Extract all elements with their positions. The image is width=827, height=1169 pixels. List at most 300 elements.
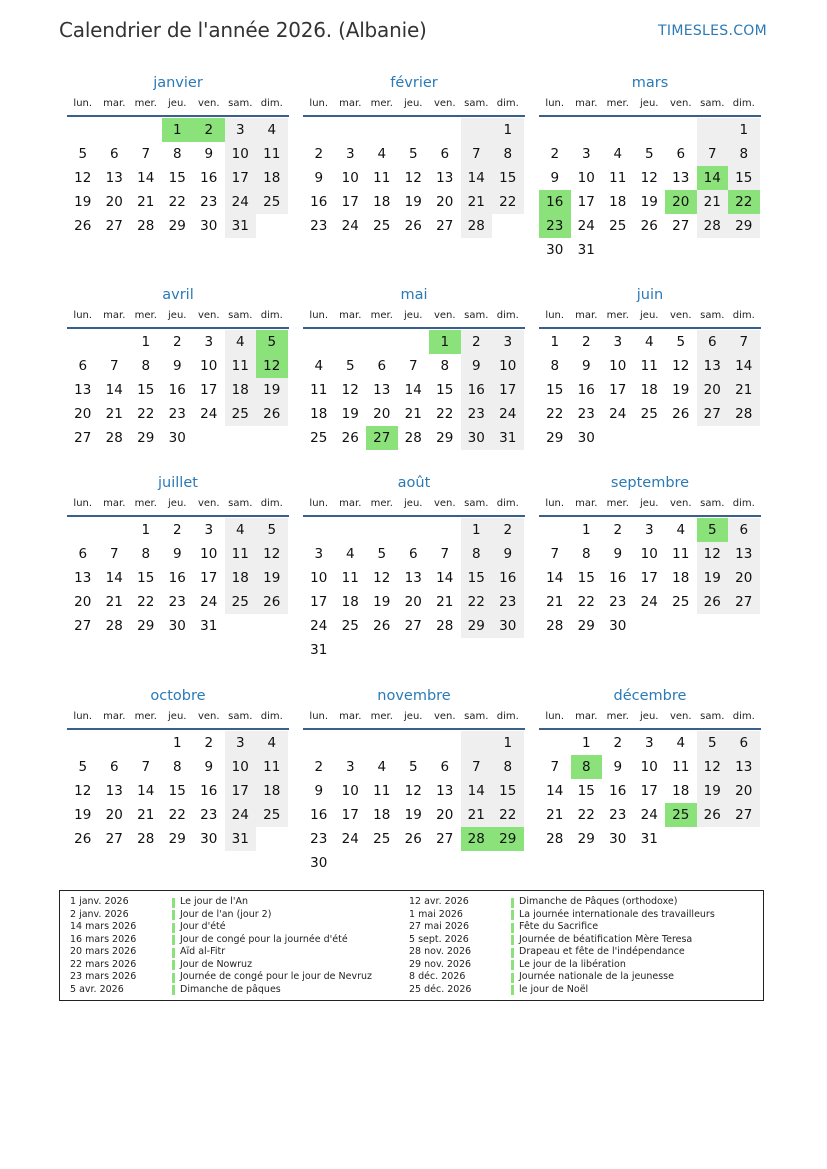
empty-day-cell [99, 518, 131, 542]
day-cell: 1 [141, 334, 151, 350]
day-cell: 19 [672, 382, 690, 398]
day-cell: 2 [550, 146, 560, 162]
day-cell: 2 [314, 759, 324, 775]
day-grid [67, 330, 289, 450]
day-cell: 24 [200, 594, 218, 610]
month-title: décembre [613, 688, 687, 704]
weekday-label: sam. [228, 498, 253, 509]
day-cell: 12 [373, 570, 391, 586]
day-cell: 28 [546, 618, 564, 634]
day-cell: 17 [341, 807, 359, 823]
weekday-header [539, 306, 761, 326]
day-cell: 30 [492, 614, 524, 638]
day-cell: 6 [440, 146, 450, 162]
weekday-label: lun. [73, 498, 93, 509]
empty-day-cell [697, 118, 729, 142]
day-cell: 14 [546, 570, 564, 586]
day-cell: 16 [577, 382, 595, 398]
day-cell: 30 [609, 618, 627, 634]
empty-day-cell [335, 518, 367, 542]
legend-holiday-name: Journée de béatification Mère Teresa [519, 933, 693, 945]
empty-day-cell [602, 118, 634, 142]
empty-day-cell [335, 731, 367, 755]
legend-row [399, 921, 715, 934]
day-cell: 18 [225, 566, 257, 590]
day-cell: 3 [204, 334, 214, 350]
day-cell: 7 [109, 546, 119, 562]
day-cell: 12 [256, 542, 288, 566]
weekday-header [539, 94, 761, 114]
day-cell: 7 [461, 755, 493, 779]
day-cell: 21 [137, 807, 155, 823]
weekday-label: lun. [73, 98, 93, 109]
day-cell: 19 [404, 194, 422, 210]
day-cell: 12 [404, 783, 422, 799]
weekday-label: mar. [575, 98, 598, 109]
day-cell: 18 [341, 594, 359, 610]
day-cell: 1 [461, 518, 493, 542]
day-cell: 16 [200, 170, 218, 186]
legend-holiday-name: Le jour de l'An [180, 896, 249, 907]
day-grid [539, 330, 761, 450]
legend-holiday-name: Dimanche de pâques [180, 983, 281, 995]
day-cell: 18 [373, 194, 391, 210]
weekday-label: sam. [464, 711, 489, 722]
day-cell: 21 [461, 803, 493, 827]
day-cell: 7 [550, 759, 560, 775]
weekday-divider [539, 515, 761, 517]
weekday-label: mar. [339, 711, 362, 722]
day-cell: 5 [78, 759, 88, 775]
day-cell: 31 [310, 642, 328, 658]
month-title: octobre [150, 688, 206, 704]
day-cell: 11 [609, 170, 627, 186]
day-cell: 3 [644, 522, 654, 538]
day-cell: 27 [672, 218, 690, 234]
empty-day-cell [461, 118, 493, 142]
empty-day-cell [634, 118, 666, 142]
holiday-day-cell: 5 [697, 518, 729, 542]
day-cell: 17 [341, 194, 359, 210]
weekday-label: ven. [197, 711, 220, 722]
weekday-label: sam. [228, 310, 253, 321]
day-cell: 19 [373, 594, 391, 610]
day-cell: 30 [310, 855, 328, 871]
day-cell: 31 [492, 426, 524, 450]
day-cell: 25 [341, 618, 359, 634]
day-cell: 4 [225, 330, 257, 354]
weekday-label: ven. [433, 711, 456, 722]
day-cell: 4 [377, 146, 387, 162]
empty-day-cell [303, 518, 335, 542]
weekday-label: dim. [260, 98, 283, 109]
day-cell: 3 [644, 735, 654, 751]
day-cell: 14 [436, 570, 454, 586]
day-cell: 17 [609, 382, 627, 398]
day-cell: 13 [436, 783, 454, 799]
day-cell: 25 [672, 594, 690, 610]
weekday-label: ven. [669, 711, 692, 722]
day-cell: 29 [546, 430, 564, 446]
weekday-label: dim. [496, 498, 519, 509]
day-cell: 26 [373, 618, 391, 634]
weekday-label: mer. [370, 711, 393, 722]
day-cell: 4 [676, 735, 686, 751]
day-cell: 6 [377, 358, 387, 374]
day-cell: 21 [105, 406, 123, 422]
day-cell: 23 [609, 807, 627, 823]
day-cell: 21 [546, 594, 564, 610]
day-cell: 6 [109, 146, 119, 162]
weekday-label: mer. [370, 498, 393, 509]
day-cell: 26 [697, 590, 729, 614]
holiday-day-cell: 27 [366, 426, 398, 450]
day-cell: 13 [697, 354, 729, 378]
day-cell: 21 [728, 378, 760, 402]
day-cell: 9 [550, 170, 560, 186]
day-cell: 14 [728, 354, 760, 378]
weekday-divider [539, 115, 761, 117]
day-cell: 30 [168, 430, 186, 446]
legend-row [60, 946, 372, 959]
day-grid [303, 330, 525, 450]
day-cell: 20 [728, 779, 760, 803]
day-cell: 27 [436, 218, 454, 234]
weekday-label: dim. [732, 498, 755, 509]
legend-color-marker [172, 923, 175, 933]
day-cell: 23 [577, 406, 595, 422]
day-cell: 9 [613, 546, 623, 562]
day-cell: 24 [640, 594, 658, 610]
day-cell: 30 [546, 242, 564, 258]
day-cell: 30 [200, 831, 218, 847]
day-cell: 22 [492, 803, 524, 827]
day-cell: 5 [377, 546, 387, 562]
month-title: juillet [158, 475, 198, 491]
legend-date: 29 nov. 2026 [409, 958, 472, 970]
day-cell: 26 [256, 402, 288, 426]
day-cell: 21 [546, 807, 564, 823]
legend-date: 23 mars 2026 [70, 971, 137, 982]
day-cell: 26 [256, 590, 288, 614]
day-cell: 20 [697, 378, 729, 402]
day-cell: 23 [200, 807, 218, 823]
day-cell: 9 [204, 146, 214, 162]
day-cell: 11 [256, 142, 288, 166]
day-cell: 30 [200, 218, 218, 234]
holiday-day-cell: 1 [429, 330, 461, 354]
empty-day-cell [398, 118, 430, 142]
day-cell: 29 [436, 430, 454, 446]
weekday-label: jeu. [640, 98, 659, 109]
empty-day-cell [366, 518, 398, 542]
day-grid [539, 118, 761, 262]
day-cell: 10 [640, 759, 658, 775]
day-cell: 20 [74, 406, 92, 422]
day-cell: 25 [373, 831, 391, 847]
day-cell: 17 [492, 378, 524, 402]
day-cell: 4 [644, 334, 654, 350]
weekday-label: jeu. [168, 711, 187, 722]
day-cell: 13 [404, 570, 422, 586]
weekday-divider [67, 115, 289, 117]
legend-holiday-name: La journée internationale des travailleurs [519, 908, 715, 920]
day-cell: 9 [581, 358, 591, 374]
empty-day-cell [665, 118, 697, 142]
legend-row [399, 959, 715, 972]
day-cell: 1 [581, 735, 591, 751]
month-block [303, 472, 525, 662]
day-cell: 15 [577, 570, 595, 586]
weekday-header [303, 94, 525, 114]
day-cell: 21 [404, 406, 422, 422]
day-cell: 16 [492, 566, 524, 590]
day-cell: 2 [613, 735, 623, 751]
day-cell: 19 [74, 807, 92, 823]
legend-color-marker [511, 948, 514, 958]
day-cell: 5 [408, 146, 418, 162]
day-cell: 17 [200, 570, 218, 586]
day-cell: 15 [546, 382, 564, 398]
day-cell: 15 [137, 382, 155, 398]
day-cell: 28 [105, 430, 123, 446]
day-cell: 31 [577, 242, 595, 258]
holiday-day-cell: 25 [665, 803, 697, 827]
weekday-label: mar. [575, 498, 598, 509]
weekday-header [67, 306, 289, 326]
weekday-label: sam. [464, 98, 489, 109]
legend-holiday-name: Journée nationale de la jeunesse [519, 971, 674, 982]
day-cell: 5 [345, 358, 355, 374]
day-cell: 3 [204, 522, 214, 538]
day-cell: 15 [492, 779, 524, 803]
day-cell: 12 [640, 170, 658, 186]
weekday-label: lun. [309, 711, 329, 722]
weekday-label: jeu. [168, 310, 187, 321]
day-cell: 28 [137, 218, 155, 234]
day-cell: 8 [440, 358, 450, 374]
day-cell: 21 [436, 594, 454, 610]
empty-day-cell [335, 118, 367, 142]
day-cell: 1 [172, 735, 182, 751]
weekday-header [67, 94, 289, 114]
legend-color-marker [511, 910, 514, 920]
legend-row [399, 909, 715, 922]
day-cell: 16 [168, 570, 186, 586]
empty-day-cell [67, 731, 99, 755]
day-cell: 18 [672, 783, 690, 799]
day-cell: 3 [581, 146, 591, 162]
day-cell: 23 [609, 594, 627, 610]
day-cell: 29 [137, 430, 155, 446]
day-cell: 18 [310, 406, 328, 422]
empty-day-cell [303, 330, 335, 354]
day-cell: 26 [341, 430, 359, 446]
day-cell: 2 [314, 146, 324, 162]
day-cell: 5 [256, 518, 288, 542]
weekday-label: ven. [197, 498, 220, 509]
day-cell: 5 [408, 759, 418, 775]
day-cell: 6 [728, 731, 760, 755]
weekday-header [67, 707, 289, 727]
month-block [539, 72, 761, 262]
day-cell: 21 [105, 594, 123, 610]
weekday-label: jeu. [404, 711, 423, 722]
day-cell: 28 [728, 402, 760, 426]
weekday-label: dim. [496, 711, 519, 722]
day-cell: 26 [697, 803, 729, 827]
page-title: Calendrier de l'année 2026. (Albanie) [59, 18, 427, 42]
day-cell: 21 [137, 194, 155, 210]
day-cell: 25 [310, 430, 328, 446]
day-cell: 28 [461, 214, 493, 238]
day-cell: 27 [728, 803, 760, 827]
day-cell: 3 [225, 731, 257, 755]
day-cell: 15 [436, 382, 454, 398]
month-title: juin [636, 287, 664, 303]
month-title: février [390, 75, 438, 91]
day-cell: 20 [373, 406, 391, 422]
holiday-day-cell: 1 [162, 118, 194, 142]
day-cell: 15 [168, 170, 186, 186]
day-grid [67, 731, 289, 851]
weekday-label: mer. [134, 711, 157, 722]
weekday-divider [539, 327, 761, 329]
day-cell: 30 [609, 831, 627, 847]
weekday-label: mar. [575, 711, 598, 722]
empty-day-cell [130, 118, 162, 142]
day-cell: 1 [728, 118, 760, 142]
month-title: novembre [377, 688, 451, 704]
weekday-label: lun. [309, 498, 329, 509]
day-cell: 25 [373, 218, 391, 234]
holiday-day-cell: 23 [539, 214, 571, 238]
empty-day-cell [539, 118, 571, 142]
weekday-divider [303, 728, 525, 730]
day-cell: 13 [105, 170, 123, 186]
day-cell: 23 [492, 590, 524, 614]
weekday-label: lun. [545, 498, 565, 509]
day-cell: 29 [728, 214, 760, 238]
day-cell: 10 [200, 546, 218, 562]
day-cell: 24 [200, 406, 218, 422]
month-block [303, 72, 525, 238]
day-cell: 26 [404, 218, 422, 234]
empty-day-cell [303, 118, 335, 142]
day-cell: 18 [256, 779, 288, 803]
day-cell: 2 [581, 334, 591, 350]
empty-day-cell [335, 330, 367, 354]
day-cell: 20 [105, 807, 123, 823]
day-cell: 9 [172, 358, 182, 374]
day-cell: 11 [341, 570, 359, 586]
day-cell: 5 [644, 146, 654, 162]
day-cell: 28 [105, 618, 123, 634]
weekday-label: ven. [433, 498, 456, 509]
day-cell: 25 [256, 190, 288, 214]
weekday-label: mer. [606, 711, 629, 722]
month-block [539, 472, 761, 638]
weekday-label: dim. [260, 498, 283, 509]
day-cell: 26 [74, 218, 92, 234]
day-cell: 4 [377, 759, 387, 775]
weekday-label: sam. [700, 310, 725, 321]
month-title: août [397, 475, 431, 491]
holiday-day-cell: 8 [571, 755, 603, 779]
day-cell: 22 [168, 807, 186, 823]
day-cell: 10 [609, 358, 627, 374]
day-cell: 19 [697, 566, 729, 590]
day-cell: 29 [461, 614, 493, 638]
weekday-label: dim. [260, 711, 283, 722]
legend-row [399, 934, 715, 947]
month-block [539, 685, 761, 851]
day-cell: 20 [436, 807, 454, 823]
day-cell: 11 [373, 170, 391, 186]
weekday-label: ven. [669, 98, 692, 109]
day-cell: 24 [225, 190, 257, 214]
legend-date: 8 déc. 2026 [409, 971, 466, 982]
holiday-day-cell: 20 [665, 190, 697, 214]
day-cell: 18 [373, 807, 391, 823]
day-cell: 14 [105, 570, 123, 586]
day-cell: 16 [310, 194, 328, 210]
weekday-label: mar. [575, 310, 598, 321]
day-cell: 22 [137, 594, 155, 610]
day-cell: 10 [577, 170, 595, 186]
day-cell: 24 [577, 218, 595, 234]
day-cell: 19 [404, 807, 422, 823]
day-cell: 12 [74, 170, 92, 186]
weekday-label: mar. [103, 711, 126, 722]
day-cell: 11 [225, 542, 257, 566]
day-cell: 4 [256, 731, 288, 755]
day-cell: 1 [492, 731, 524, 755]
day-grid [539, 518, 761, 638]
day-cell: 3 [314, 546, 324, 562]
day-cell: 22 [137, 406, 155, 422]
month-title: mai [400, 287, 428, 303]
day-cell: 30 [461, 426, 493, 450]
day-cell: 17 [200, 382, 218, 398]
legend-row [60, 896, 372, 909]
day-cell: 20 [728, 566, 760, 590]
day-cell: 5 [676, 334, 686, 350]
day-cell: 23 [310, 831, 328, 847]
day-cell: 1 [550, 334, 560, 350]
day-cell: 5 [78, 146, 88, 162]
day-cell: 24 [225, 803, 257, 827]
day-cell: 22 [546, 406, 564, 422]
day-cell: 6 [676, 146, 686, 162]
day-cell: 18 [640, 382, 658, 398]
day-cell: 2 [172, 334, 182, 350]
day-cell: 24 [341, 831, 359, 847]
day-cell: 3 [225, 118, 257, 142]
legend-holiday-name: Journée de congé pour le jour de Nevruz [180, 971, 373, 982]
weekday-label: dim. [732, 310, 755, 321]
brand-link[interactable]: TIMESLES.COM [658, 23, 767, 39]
weekday-header [303, 494, 525, 514]
day-cell: 8 [141, 358, 151, 374]
weekday-label: dim. [260, 310, 283, 321]
day-cell: 10 [225, 755, 257, 779]
day-cell: 24 [609, 406, 627, 422]
legend-holiday-name: Drapeau et fête de l'indépendance [519, 946, 685, 957]
day-cell: 3 [345, 759, 355, 775]
day-cell: 12 [341, 382, 359, 398]
day-cell: 30 [168, 618, 186, 634]
